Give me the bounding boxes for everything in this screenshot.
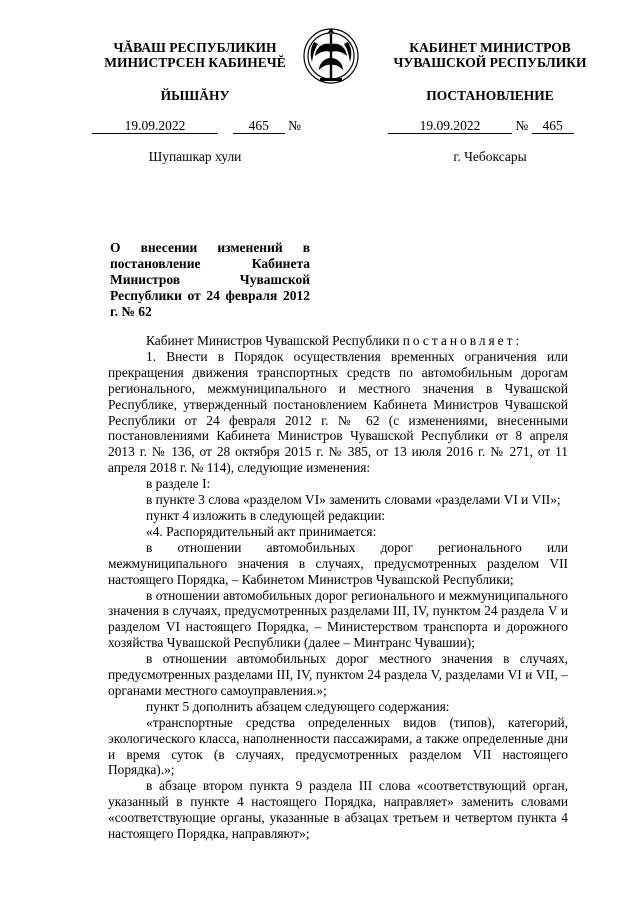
left-date-line bbox=[92, 118, 301, 134]
header-right-authority bbox=[375, 40, 605, 70]
header-left-doc-type: ЙЫШĂНУ bbox=[160, 88, 230, 103]
body-paragraph: пункт 4 изложить в следующей редакции: bbox=[146, 507, 386, 523]
body-paragraph: 1. Внести в Порядок осуществления временных ограничения или прекращения движения транспортных средств по автомобильным дорогам регионального, межмуниципального и местного значения в Чувашской Республике, утвержденный постановлением Кабинета Министров Чувашской Республики от 24 февраля 2012 г. № 62 (с изменениями, внесенными постановлениями Кабинета Министров Чувашской Республики от 8 апреля 2013 г. № 136, от 28 октября 2015 г. № 385, от 13 июля 2016 г. № 271, от 11 апреля 2018 г. № 114), следующие изменения: bbox=[108, 348, 568, 476]
left-number-sign: № bbox=[288, 118, 302, 133]
right-place: г. Чебоксары bbox=[453, 149, 527, 164]
body-paragraph: в отношении автомобильных дорог местного значения в случаях, предусмотренных разделами III, IV, пунктом 24 раздела V, разделами VI и VII, – органами местного самоуправления.»; bbox=[108, 651, 568, 698]
body-intro bbox=[108, 333, 568, 349]
header-right-line2: ЧУВАШСКОЙ РЕСПУБЛИКИ bbox=[393, 55, 587, 70]
header-right-line1: КАБИНЕТ МИНИСТРОВ bbox=[409, 40, 571, 55]
intro-verb: постановляет: bbox=[402, 333, 523, 348]
header-left-line2: МИНИСТРСЕН КАБИНЕЧĔ bbox=[104, 55, 286, 70]
chuvashia-emblem-icon bbox=[300, 22, 362, 88]
left-number: 465 bbox=[233, 119, 285, 134]
body-paragraph: в разделе I: bbox=[146, 476, 211, 492]
body-paragraph: в отношении автомобильных дорог регионального и межмуниципального значения в случаях, предусмотренных разделами III, IV, пунктом 24 раздела V и разделом VI настоящего Порядка, – Министерством транспорта и дорожного хозяйства Чувашской Республики (далее – Минтранс Чувашии); bbox=[108, 587, 568, 651]
right-date-line bbox=[388, 118, 574, 134]
right-number: 465 bbox=[532, 119, 574, 134]
body-paragraph: «4. Распорядительный акт принимается: bbox=[146, 523, 377, 539]
left-date: 19.09.2022 bbox=[92, 119, 218, 134]
body-paragraph: в отношении автомобильных дорог регионального или межмуниципального значения в случаях, предусмотренных разделом VII настоящего Порядка, – Кабинетом Министров Чувашской Республики; bbox=[108, 539, 568, 587]
body-paragraph: в абзаце втором пункта 9 раздела III слова «соответствующий орган, указанный в пункте 4 настоящего Порядка, направляет» заменить словами «соответствующие органы, указанные в абзацах третьем и четвертом пункта 4 настоящего Порядка, направляют»; bbox=[108, 778, 568, 842]
right-number-sign: № bbox=[515, 118, 529, 133]
header-left-line1: ЧĂВАШ РЕСПУБЛИКИН bbox=[113, 40, 277, 55]
left-place: Шупашкар хули bbox=[148, 149, 242, 164]
header-right-doc-type: ПОСТАНОВЛЕНИЕ bbox=[426, 88, 554, 103]
intro-text: Кабинет Министров Чувашской Республики bbox=[146, 333, 400, 348]
document-body bbox=[108, 333, 568, 842]
right-date: 19.09.2022 bbox=[388, 119, 512, 134]
document-title: О внесении изменений в постановление Кабинета Министров Чувашской Республики от 24 февраля 2012 г. № 62 bbox=[110, 240, 310, 319]
header-left-authority bbox=[80, 40, 310, 70]
body-paragraph: «транспортные средства определенных видов (типов), категорий, экологического класса, наполненности пассажирами, а также определенные дни и время суток (в случаях, предусмотренных разделом VII настоящего Порядка).»; bbox=[108, 714, 568, 778]
body-paragraph: пункт 5 дополнить абзацем следующего содержания: bbox=[146, 698, 450, 714]
body-paragraph: в пункте 3 слова «разделом VI» заменить словами «разделами VI и VII»; bbox=[146, 492, 561, 508]
